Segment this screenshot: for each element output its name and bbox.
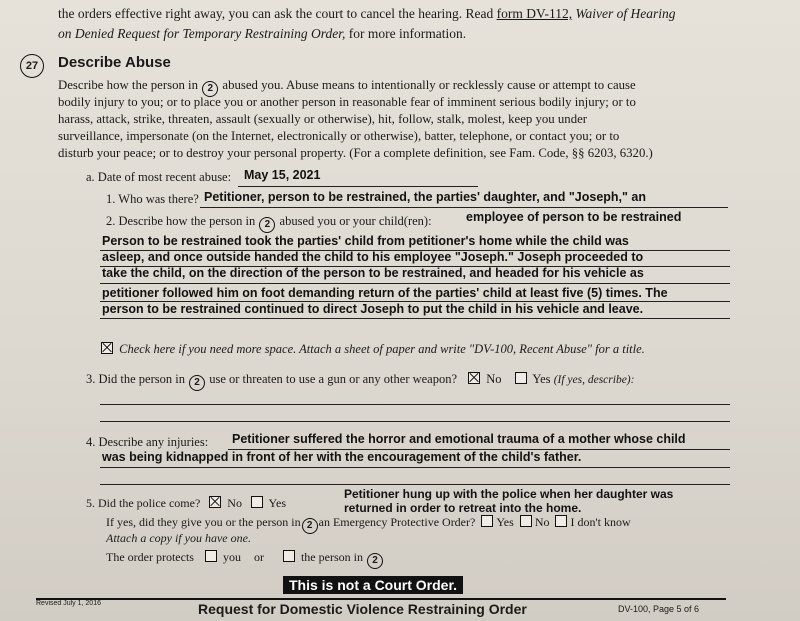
party-circle-icon: 2	[189, 375, 205, 391]
section-title: Describe Abuse	[58, 54, 171, 71]
more-space-label: Check here if you need more space. Attach a sheet of paper and write "DV-100, Recent Abuse" for a title.	[119, 342, 645, 356]
q2-answer-line[interactable]: Person to be restrained took the parties' child from petitioner's home while the child was	[102, 234, 629, 248]
form-title: Request for Domestic Violence Restraining Order	[198, 601, 527, 617]
epo-dont-know-checkbox[interactable]	[555, 515, 567, 527]
footer-divider	[36, 598, 726, 600]
protects-or-label: or	[253, 550, 264, 564]
more-space-checkbox[interactable]	[101, 342, 113, 354]
protects-person-label: the person in	[300, 550, 363, 564]
date-label: a. Date of most recent abuse:	[86, 170, 232, 184]
party-circle-icon: 2	[302, 518, 318, 534]
q1-answer-field[interactable]: Petitioner, person to be restrained, the parties' daughter, and "Joseph," an	[204, 190, 647, 204]
q1-label: 1. Who was there?	[106, 192, 199, 206]
q3-label-text: use or threaten to use a gun or any other weapon?	[209, 372, 458, 386]
protects-row	[106, 550, 384, 569]
q1-answer-continued[interactable]: employee of person to be restrained	[466, 210, 682, 224]
field-underline	[238, 186, 478, 187]
q3-yes-label: Yes	[532, 372, 551, 386]
q4-answer-field[interactable]: Petitioner suffered the horror and emotional trauma of a mother whose child	[232, 432, 686, 446]
field-underline	[100, 467, 730, 468]
field-underline	[200, 207, 728, 208]
q2-answer-line[interactable]: person to be restrained continued to direct Joseph to put the child in his vehicle and leave.	[102, 302, 644, 316]
intro-line: surveillance, impersonate (on the Internet, electronically or otherwise), batter, telephone, or contact you; or to	[58, 129, 620, 143]
header-line-1	[58, 6, 675, 22]
q5-yes-checkbox[interactable]	[251, 496, 263, 508]
protects-label: The order protects	[106, 550, 194, 564]
epo-no-label: No	[534, 515, 550, 529]
q4-label: 4. Describe any injuries:	[86, 435, 209, 449]
field-underline	[100, 318, 730, 319]
q2-label	[106, 214, 432, 233]
field-underline	[100, 484, 730, 485]
intro-text: abused you. Abuse means to intentionally or recklessly cause or attempt to cause	[219, 78, 636, 92]
q3-yes-checkbox[interactable]	[515, 372, 527, 384]
header-text: Waiver of Hearing	[572, 6, 676, 21]
revision-date: Revised July 1, 2016	[36, 600, 101, 607]
intro-line: bodily injury to you; or to place you or another person in reasonable fear of imminent serious bodily injury; or to	[58, 95, 636, 109]
q5-no-label: No	[227, 496, 242, 510]
party-circle-icon: 2	[367, 553, 383, 569]
q3-no-checkbox[interactable]	[468, 372, 480, 384]
section-number: 27	[20, 54, 44, 78]
form-reference-link[interactable]: form DV-112,	[496, 6, 573, 21]
q2-label-text: 2. Describe how the person in	[106, 214, 256, 228]
header-text: for more information.	[345, 26, 467, 41]
epo-yes-checkbox[interactable]	[481, 515, 493, 527]
intro-line: disturb your peace; or to destroy your personal property. (For a complete definition, see Fam. Code, §§ 6203, 6320.)	[58, 146, 653, 160]
field-underline	[100, 283, 730, 284]
epo-yes-label: Yes	[496, 515, 514, 529]
q2-answer-line[interactable]: petitioner followed him on foot demanding return of the parties' child at least five (5) times. The	[102, 286, 668, 300]
q5-answer-field[interactable]: Petitioner hung up with the police when her daughter was	[344, 487, 674, 501]
epo-label-text: an Emergency Protective Order?	[318, 515, 476, 529]
party-circle-icon: 2	[202, 81, 218, 97]
q2-answer-line[interactable]: take the child, on the direction of the person to be restrained, and headed for his vehicle as	[102, 266, 644, 280]
party-circle-icon: 2	[259, 217, 275, 233]
header-text: on Denied Request for Temporary Restraining Order,	[58, 26, 346, 41]
q3-label-text: 3. Did the person in	[86, 372, 185, 386]
epo-no-checkbox[interactable]	[520, 515, 532, 527]
q2-label-text: abused you or your child(ren):	[279, 214, 432, 228]
header-text: the orders effective right away, you can ask the court to cancel the hearing. Read	[58, 6, 497, 21]
q3-row	[86, 372, 634, 391]
q2-answer-line[interactable]: asleep, and once outside handed the child to his employee "Joseph." Joseph proceeded to	[102, 250, 644, 264]
q5-no-checkbox[interactable]	[209, 496, 221, 508]
q3-no-label: No	[486, 372, 502, 386]
header-line-2	[58, 26, 466, 42]
attach-copy-note: Attach a copy if you have one.	[106, 531, 251, 545]
more-space-row	[98, 342, 645, 357]
q5-answer-continued[interactable]: returned in order to retreat into the home.	[344, 501, 582, 515]
not-court-order-notice: This is not a Court Order.	[283, 576, 463, 594]
q5-label-text: 5. Did the police come?	[86, 496, 201, 510]
protects-person-checkbox[interactable]	[283, 550, 295, 562]
field-underline	[100, 404, 730, 405]
q4-answer-continued[interactable]: was being kidnapped in front of her with the encouragement of the child's father.	[102, 450, 582, 464]
q5-yes-label: Yes	[268, 496, 286, 510]
page-number: DV-100, Page 5 of 6	[618, 604, 700, 614]
protects-you-checkbox[interactable]	[205, 550, 217, 562]
intro-text: Describe how the person in	[58, 78, 202, 92]
date-field[interactable]: May 15, 2021	[244, 168, 321, 182]
q5-row	[86, 496, 286, 511]
protects-you-label: you	[222, 550, 241, 564]
epo-label-text: If yes, did they give you or the person in	[106, 515, 301, 529]
q3-yes-hint: (If yes, describe):	[553, 374, 635, 386]
epo-dont-know-label: I don't know	[570, 515, 631, 529]
field-underline	[100, 421, 730, 422]
intro-line: harass, attack, strike, threaten, assault (sexually or otherwise), hit, follow, stalk, molest, keep you under	[58, 112, 588, 126]
